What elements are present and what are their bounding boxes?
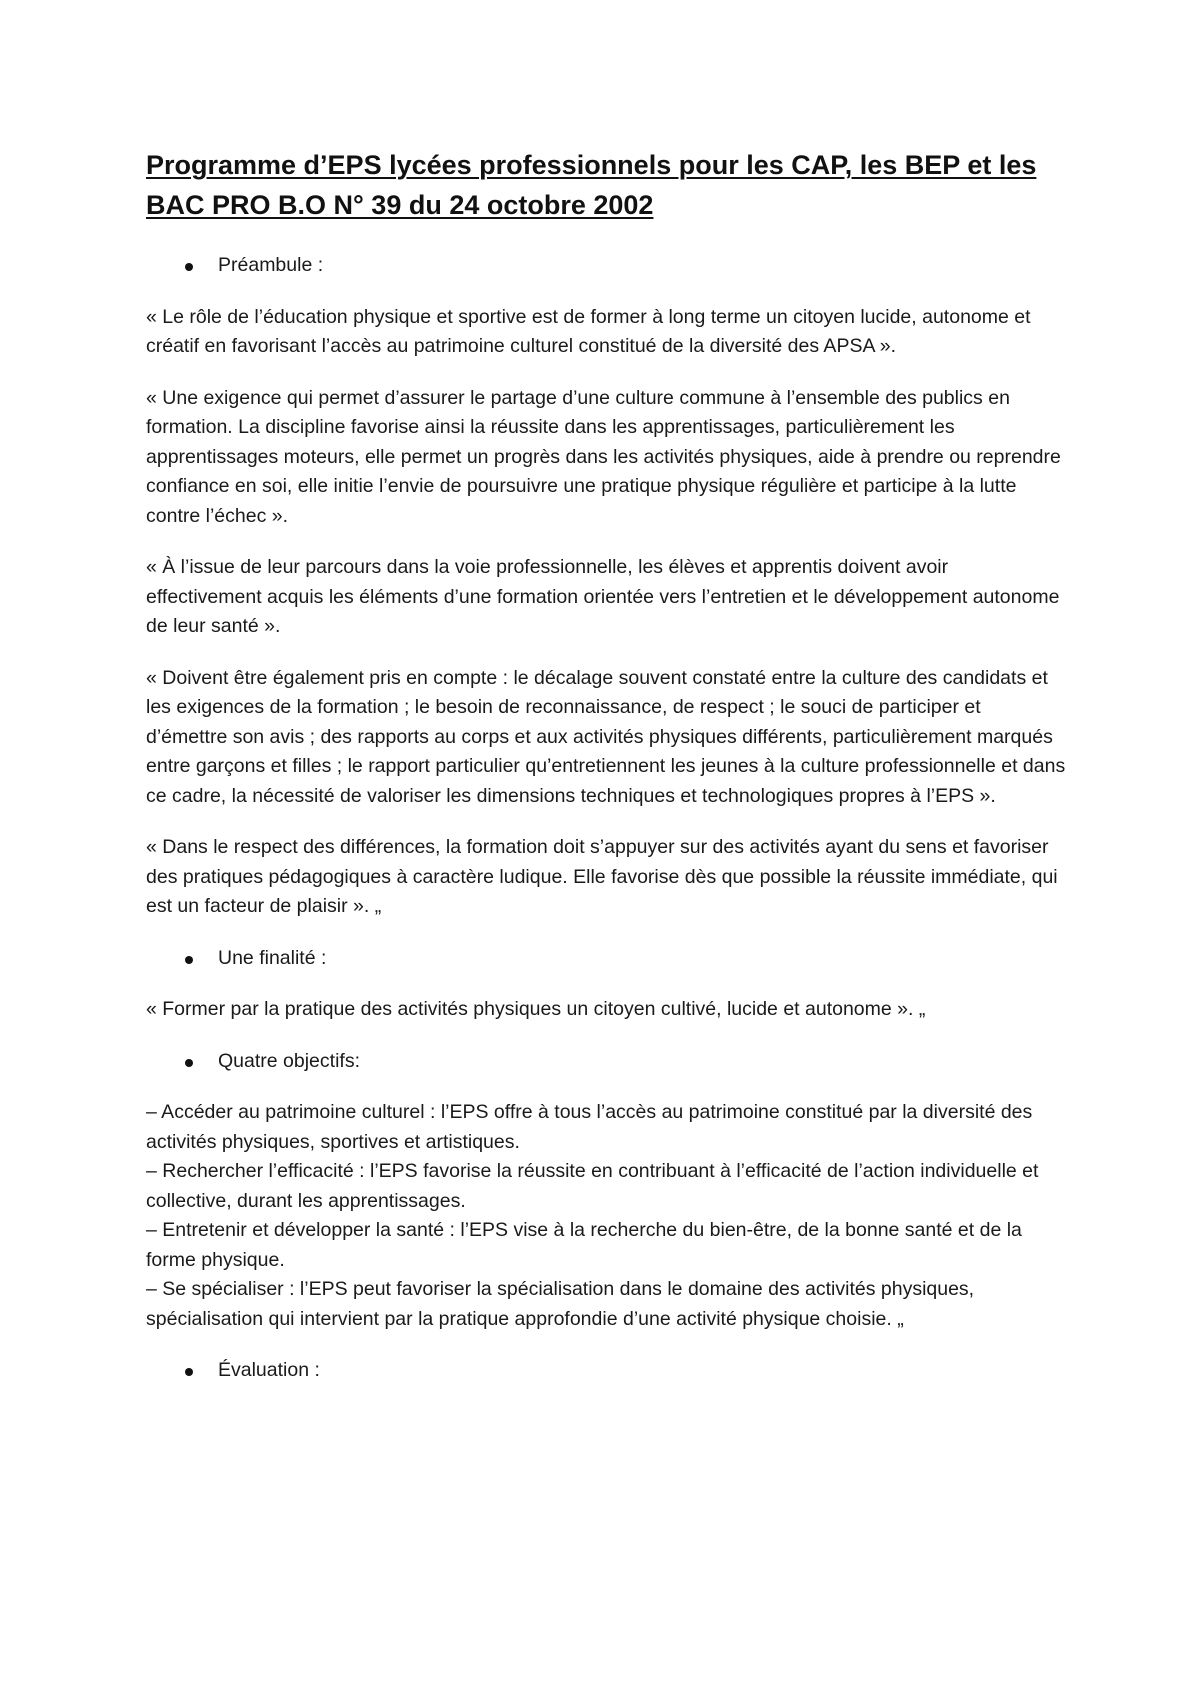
objectif-item: – Entretenir et développer la santé : l’EPS vise à la recherche du bien-être, de la bonne santé et de la forme physique.: [146, 1219, 1022, 1271]
bullet-evaluation: [146, 1356, 1066, 1386]
bullet-dot-icon: [185, 263, 193, 271]
section-heading-finalite: Une finalité :: [218, 946, 327, 969]
preambule-paragraph: « Dans le respect des différences, la formation doit s’appuyer sur des activités ayant du sens et favoriser des pratiques pédagogiques à caractère ludique. Elle favorise dès que possible la réussite immédiate, qui est un facteur de plaisir ». „: [146, 836, 1058, 917]
finalite-paragraph: « Former par la pratique des activités physiques un citoyen cultivé, lucide et autonome ». „: [146, 998, 926, 1020]
document-body: [146, 145, 1066, 1386]
objectif-item: – Se spécialiser : l’EPS peut favoriser la spécialisation dans le domaine des activités physiques, spécialisation qui intervient par la pratique approfondie d’une activité physique choisie. „: [146, 1278, 975, 1330]
bullet-dot-icon: [185, 1059, 193, 1067]
bullet-objectifs: [146, 1047, 1066, 1077]
section-heading-preambule: Préambule :: [218, 254, 324, 276]
section-heading-objectifs: Quatre objectifs:: [218, 1049, 360, 1072]
bullet-finalite: [146, 944, 1066, 974]
preambule-paragraph: « Doivent être également pris en compte : le décalage souvent constaté entre la culture des candidats et les exigences de la formation ; le besoin de reconnaissance, de respect ; le souci de participer et d’émettre son avis ; des rapports au corps et aux activités physiques différents, particulièrement marqués entre garçons et filles ; le rapport particulier qu’entretiennent les jeunes à la culture professionnelle et dans ce cadre, la nécessité de valoriser les dimensions techniques et technologiques propres à l’EPS ».: [146, 666, 1066, 807]
bullet-preambule: [146, 251, 1066, 281]
objectif-item: – Accéder au patrimoine culturel : l’EPS offre à tous l’accès au patrimoine constitué par la diversité des activités physiques, sportives et artistiques.: [146, 1101, 1033, 1153]
bullet-dot-icon: [185, 956, 193, 964]
section-heading-evaluation: Évaluation :: [218, 1359, 320, 1381]
document-title: Programme d’EPS lycées professionnels pour les CAP, les BEP et les BAC PRO B.O N° 39 du 24 octobre 2002: [146, 150, 1037, 220]
preambule-paragraph: « Le rôle de l’éducation physique et sportive est de former à long terme un citoyen lucide, autonome et créatif en favorisant l’accès au patrimoine culturel constitué de la diversité des APSA ».: [146, 305, 1031, 357]
objectif-item: – Rechercher l’efficacité : l’EPS favorise la réussite en contribuant à l’efficacité de l’action individuelle et collective, durant les apprentissages.: [146, 1160, 1039, 1212]
bullet-dot-icon: [185, 1368, 193, 1376]
preambule-paragraph: « À l’issue de leur parcours dans la voie professionnelle, les élèves et apprentis doivent avoir effectivement acquis les éléments d’une formation orientée vers l’entretien et le développement autonome de leur santé ».: [146, 556, 1060, 637]
preambule-paragraph: « Une exigence qui permet d’assurer le partage d’une culture commune à l’ensemble des publics en formation. La discipline favorise ainsi la réussite dans les apprentissages, particulièrement les apprentissages moteurs, elle permet un progrès dans les activités physiques, aide à prendre ou reprendre confiance en soi, elle initie l’envie de poursuivre une pratique physique régulière et participe à la lutte contre l’échec ».: [146, 386, 1061, 527]
objectifs-list: [146, 1098, 1066, 1334]
